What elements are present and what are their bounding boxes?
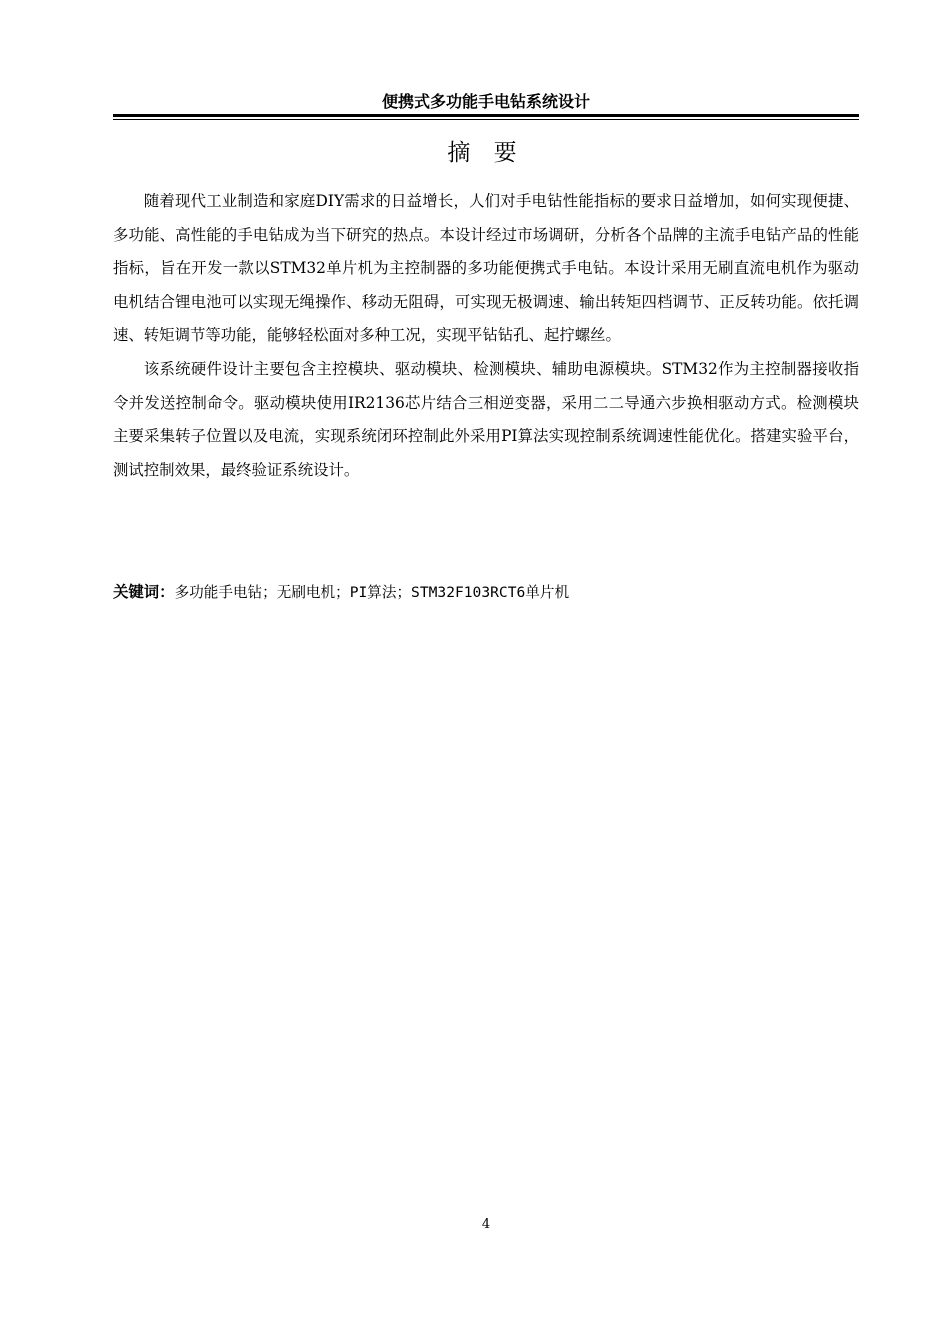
- abstract-heading: 摘 要: [447, 140, 525, 166]
- keywords-line: [113, 578, 859, 607]
- running-header-title: 便携式多功能手电钻系统设计: [381, 92, 590, 111]
- abstract-paragraph-2: 该系统硬件设计主要包含主控模块、驱动模块、检测模块、辅助电源模块。STM32作为主控制器接收指令并发送控制命令。驱动模块使用IR2136芯片结合三相逆变器，采用二二导通六步换相驱动方式。检测模块主要采集转子位置以及电流，实现系统闭环控制此外采用PI算法实现控制系统调速性能优化。搭建实验平台，测试控制效果，最终验证系统设计。: [113, 359, 859, 479]
- abstract-body: [113, 185, 859, 487]
- abstract-paragraph-1: 随着现代工业制造和家庭DIY需求的日益增长，人们对手电钻性能指标的要求日益增加，如何实现便捷、多功能、高性能的手电钻成为当下研究的热点。本设计经过市场调研，分析各个品牌的主流手电钻产品的性能指标，旨在开发一款以STM32单片机为主控制器的多功能便携式手电钻。本设计采用无刷直流电机作为驱动电机结合锂电池可以实现无绳操作、移动无阻碍，可实现无极调速、输出转矩四档调节、正反转功能。依托调速、转矩调节等功能，能够轻松面对多种工况，实现平钻钻孔、起拧螺丝。: [113, 192, 859, 345]
- header-rule-thick: [113, 114, 859, 117]
- keywords-value: 多功能手电钻；无刷电机；PI算法；STM32F103RCT6单片机: [174, 584, 570, 601]
- page-number: 4: [481, 1217, 491, 1232]
- header-rule-thin: [113, 119, 859, 120]
- keywords-label: 关键词：: [113, 583, 175, 601]
